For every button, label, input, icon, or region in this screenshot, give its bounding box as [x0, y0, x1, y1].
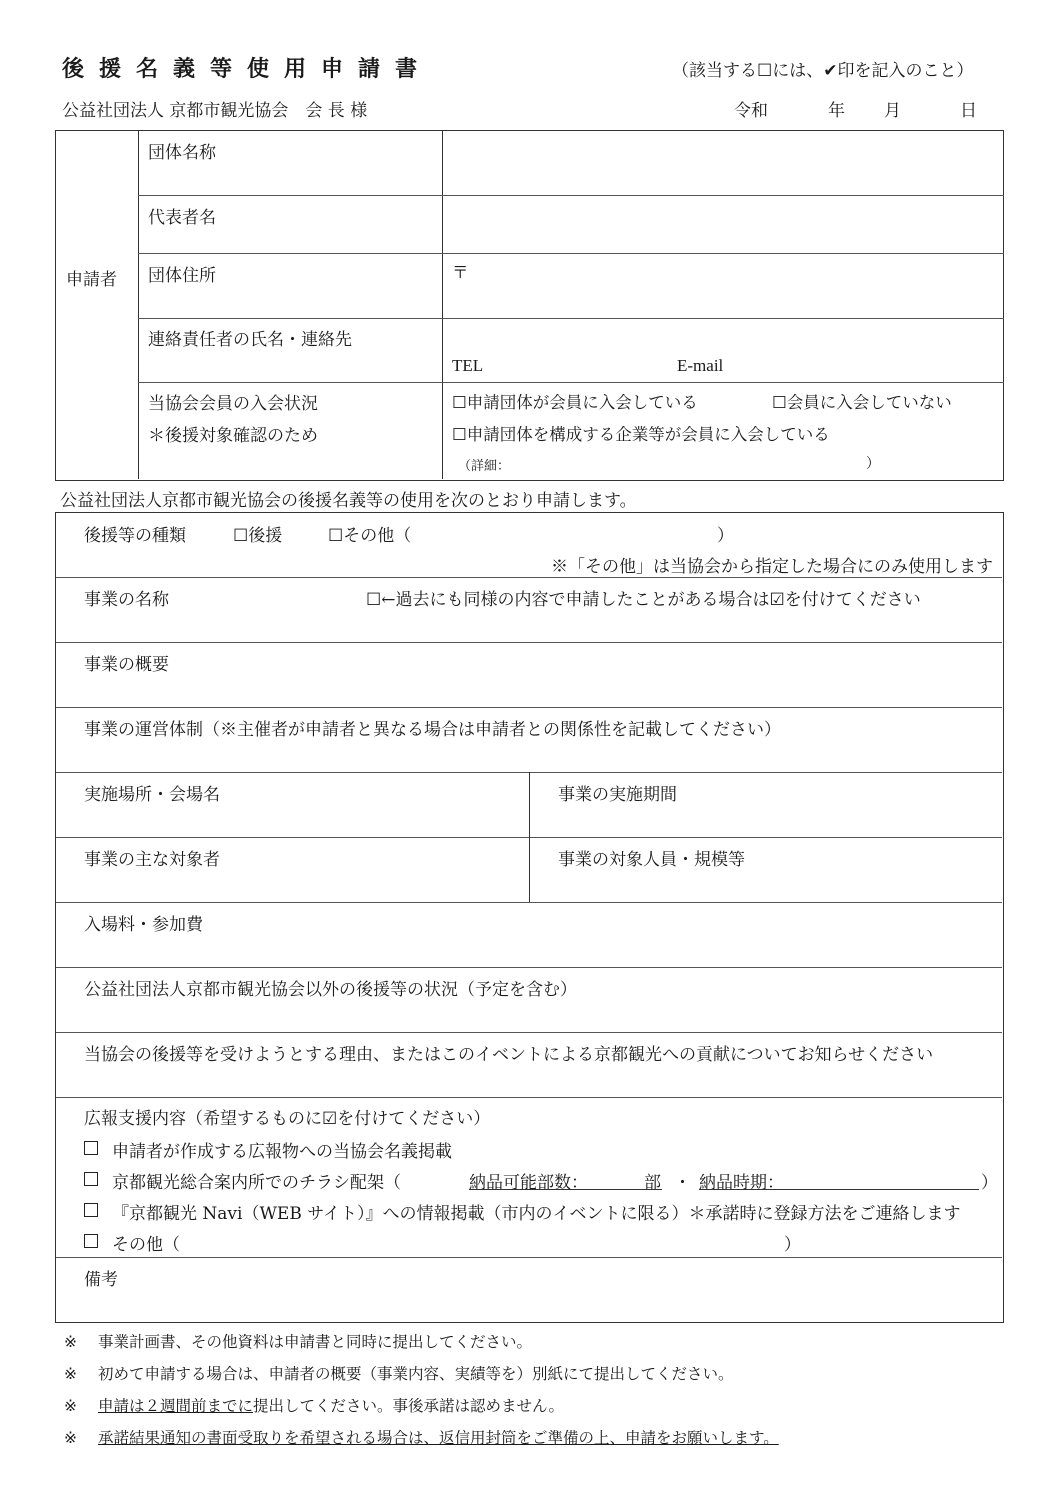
project-name-field[interactable]: [58, 611, 1000, 641]
pr-option-navi[interactable]: [84, 1199, 999, 1224]
support-type-label: 後援等の種類: [84, 526, 186, 546]
date-year-label: 年: [828, 101, 845, 121]
contact-label: 連絡責任者の氏名・連絡先: [148, 330, 352, 350]
membership-option-member[interactable]: ☐申請団体が会員に入会している: [452, 393, 698, 412]
support-type-option-support[interactable]: ☐後援: [233, 526, 283, 546]
divider: [138, 131, 139, 479]
divider: [56, 1257, 1002, 1258]
pr-option-name-credit-text: 申請者が作成する広報物への当協会名義掲載: [112, 1142, 452, 1162]
pr-option-flyer[interactable]: [84, 1168, 998, 1193]
footnote: [64, 1362, 734, 1384]
address-label: 団体住所: [148, 266, 216, 286]
footnote-mark: ※: [64, 1365, 77, 1383]
divider: [138, 382, 1004, 383]
date-era: 令和: [734, 101, 768, 121]
divider: [138, 253, 1004, 254]
flyer-close: ）: [981, 1173, 998, 1193]
support-type-other-field[interactable]: [426, 519, 716, 543]
delivery-underline: [699, 1189, 979, 1190]
checkmark-instruction: （該当する☐には、✔印を記入のこと）: [672, 61, 974, 81]
footnote: [64, 1426, 779, 1448]
scale-label: 事業の対象人員・規模等: [558, 850, 745, 870]
pr-option-navi-text: 『京都観光 Navi（WEB サイト）』への情報掲載（市内のイベントに限る）＊承諾時に登録方法をご連絡します: [112, 1204, 961, 1224]
flyer-separator: ・: [674, 1173, 691, 1193]
membership-detail-field[interactable]: [526, 451, 866, 473]
footnote: [64, 1394, 564, 1416]
applicant-table: [55, 130, 1004, 481]
postal-mark: 〒: [452, 263, 469, 282]
target-label: 事業の主な対象者: [84, 850, 220, 870]
flyer-copies-label: 納品可能部数：: [469, 1173, 588, 1193]
divider: [56, 902, 1002, 903]
divider: [56, 707, 1002, 708]
divider: [56, 967, 1002, 968]
membership-detail-open: （詳細：: [458, 459, 511, 474]
membership-option-constituent[interactable]: ☐申請団体を構成する企業等が会員に入会している: [452, 425, 830, 444]
prior-application-checkbox[interactable]: ☐←過去にも同様の内容で申請したことがある場合は☑を付けてください: [366, 590, 921, 610]
addressee: 公益社団法人 京都市観光協会 会 長 様: [62, 101, 368, 121]
flyer-delivery-field[interactable]: [784, 1168, 979, 1188]
pr-option-name-credit[interactable]: [84, 1137, 964, 1162]
date-month-label: 月: [884, 101, 901, 121]
address-field[interactable]: [444, 255, 1002, 316]
tel-label: TEL: [452, 356, 484, 375]
checkbox-icon[interactable]: [84, 1203, 98, 1217]
support-type-option-other[interactable]: ☐その他（: [328, 526, 412, 546]
divider: [56, 577, 1002, 578]
footnote-mark: ※: [64, 1429, 77, 1447]
divider: [56, 1097, 1002, 1098]
footnote-underlined-text: 申請は２週間前までに: [98, 1397, 254, 1415]
pr-support-label: 広報支援内容（希望するものに☑を付けてください）: [84, 1109, 491, 1129]
operation-field[interactable]: [58, 739, 1000, 771]
venue-label: 実施場所・会場名: [84, 785, 220, 805]
pr-option-other[interactable]: [84, 1230, 964, 1255]
footnote-text: 初めて申請する場合は、申請者の概要（事業内容、実績等を）別紙にて提出してください。: [98, 1365, 734, 1383]
project-name-label: 事業の名称: [84, 590, 169, 610]
reason-field[interactable]: [58, 1063, 1000, 1095]
footnote-mark: ※: [64, 1397, 77, 1415]
contact-field[interactable]: [444, 320, 1002, 380]
date-field[interactable]: [734, 96, 994, 121]
divider: [442, 131, 443, 479]
membership-option-nonmember[interactable]: ☐会員に入会していない: [772, 393, 952, 412]
date-day-label: 日: [960, 101, 977, 121]
support-type-note: ※「その他」は当協会から指定した場合にのみ使用します: [551, 557, 993, 577]
venue-field[interactable]: [58, 803, 527, 835]
org-name-field[interactable]: [444, 133, 1002, 193]
footnote-text: 事業計画書、その他資料は申請書と同時に提出してください。: [98, 1333, 533, 1351]
fee-field[interactable]: [58, 933, 1000, 965]
divider: [138, 195, 1004, 196]
operation-label: 事業の運営体制（※主催者が申請者と異なる場合は申請者との関係性を記載してください）: [84, 720, 781, 740]
pr-option-flyer-text: 京都観光総合案内所でのチラシ配架（: [112, 1173, 401, 1193]
remarks-field[interactable]: [58, 1289, 1000, 1319]
period-label: 事業の実施期間: [558, 785, 677, 805]
divider: [56, 642, 1002, 643]
pr-other-field[interactable]: [194, 1230, 784, 1250]
footnote-text: 提出してください。事後承諾は認めません。: [253, 1397, 564, 1415]
other-support-label: 公益社団法人京都市観光協会以外の後援等の状況（予定を含む）: [84, 980, 577, 1000]
membership-detail-close: ）: [866, 456, 880, 472]
representative-label: 代表者名: [148, 208, 216, 228]
remarks-label: 備考: [84, 1270, 118, 1290]
pr-option-other-text: その他（: [112, 1235, 180, 1255]
applicant-section-label: 申請者: [66, 270, 117, 290]
page-title: 後援名義等使用申請書: [62, 57, 433, 82]
other-support-field[interactable]: [58, 999, 1000, 1031]
membership-sublabel: ＊後援対象確認のため: [148, 426, 318, 446]
project-summary-field[interactable]: [58, 673, 1000, 705]
divider: [529, 772, 530, 902]
scale-field[interactable]: [532, 869, 1000, 901]
membership-label: 当協会会員の入会状況: [148, 394, 318, 414]
target-field[interactable]: [58, 869, 527, 901]
flyer-copies-unit: 部: [644, 1173, 661, 1193]
divider: [56, 1032, 1002, 1033]
support-type-other-close: ）: [717, 526, 734, 546]
footnote: [64, 1330, 532, 1352]
representative-field[interactable]: [444, 197, 1002, 251]
footnote-mark: ※: [64, 1333, 77, 1351]
pr-other-close: ）: [784, 1235, 801, 1255]
copies-underline: [469, 1189, 662, 1190]
fee-label: 入場料・参加費: [84, 915, 203, 935]
footnote-underlined-text: 承諾結果通知の書面受取りを希望される場合は、返信用封筒をご準備の上、申請をお願いします。: [98, 1429, 779, 1447]
email-label: E-mail: [677, 356, 724, 375]
checkbox-icon[interactable]: [84, 1141, 98, 1155]
reason-label: 当協会の後援等を受けようとする理由、またはこのイベントによる京都観光への貢献についてお知らせください: [84, 1045, 934, 1065]
period-field[interactable]: [532, 803, 1000, 835]
application-statement: 公益社団法人京都市観光協会の後援名義等の使用を次のとおり申請します。: [60, 491, 637, 511]
project-table: [55, 512, 1004, 1323]
flyer-delivery-label: 納品時期：: [699, 1173, 784, 1193]
divider: [138, 318, 1004, 319]
checkbox-icon[interactable]: [84, 1234, 98, 1248]
project-summary-label: 事業の概要: [84, 655, 169, 675]
org-name-label: 団体名称: [148, 143, 216, 163]
checkbox-icon[interactable]: [84, 1172, 98, 1186]
